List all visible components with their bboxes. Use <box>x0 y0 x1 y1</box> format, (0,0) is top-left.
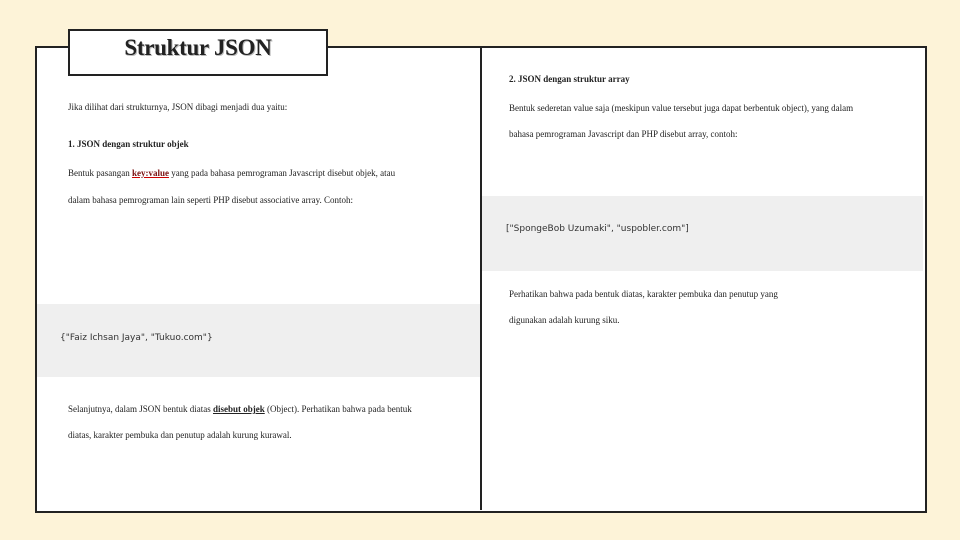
object-note-line1 <box>68 404 412 414</box>
keyvalue-highlight: key:value <box>131 168 169 178</box>
object-note-pre: Selanjutnya, dalam JSON bentuk diatas <box>68 404 213 414</box>
disebut-objek-highlight: disebut objek <box>212 404 265 414</box>
array-paragraph-line1: Bentuk sederetan value saja (meskipun value tersebut juga dapat berbentuk object), yang dalam <box>509 103 854 113</box>
array-paragraph-line2: bahasa pemrograman Javascript dan PHP disebut array, contoh: <box>509 129 738 139</box>
heading-object: 1. JSON dengan struktur objek <box>68 139 189 149</box>
array-note-line2: digunakan adalah kurung siku. <box>509 315 620 325</box>
intro-text: Jika dilihat dari strukturnya, JSON dibagi menjadi dua yaitu: <box>68 102 288 112</box>
page-title: Struktur JSON <box>124 35 272 60</box>
column-divider <box>480 47 482 510</box>
object-paragraph-line1 <box>68 168 395 178</box>
heading-array: 2. JSON dengan struktur array <box>509 74 630 84</box>
object-paragraph-line2: dalam bahasa pemrograman lain seperti PHP disebut associative array. Contoh: <box>68 195 354 205</box>
object-note-line2: diatas, karakter pembuka dan penutup adalah kurung kurawal. <box>68 430 292 440</box>
array-note-line1: Perhatikan bahwa pada bentuk diatas, karakter pembuka dan penutup yang <box>509 289 778 299</box>
object-note-post: (Object). Perhatikan bahwa pada bentuk <box>264 404 412 414</box>
title-box <box>68 29 328 76</box>
object-paragraph-post: yang pada bahasa pemrograman Javascript disebut objek, atau <box>168 168 396 178</box>
array-code-example: ["SpongeBob Uzumaki", "uspobler.com"] <box>506 224 689 234</box>
object-paragraph-pre: Bentuk pasangan <box>68 168 132 178</box>
object-code-example: {"Faiz Ichsan Jaya", "Tukuo.com"} <box>60 333 213 343</box>
